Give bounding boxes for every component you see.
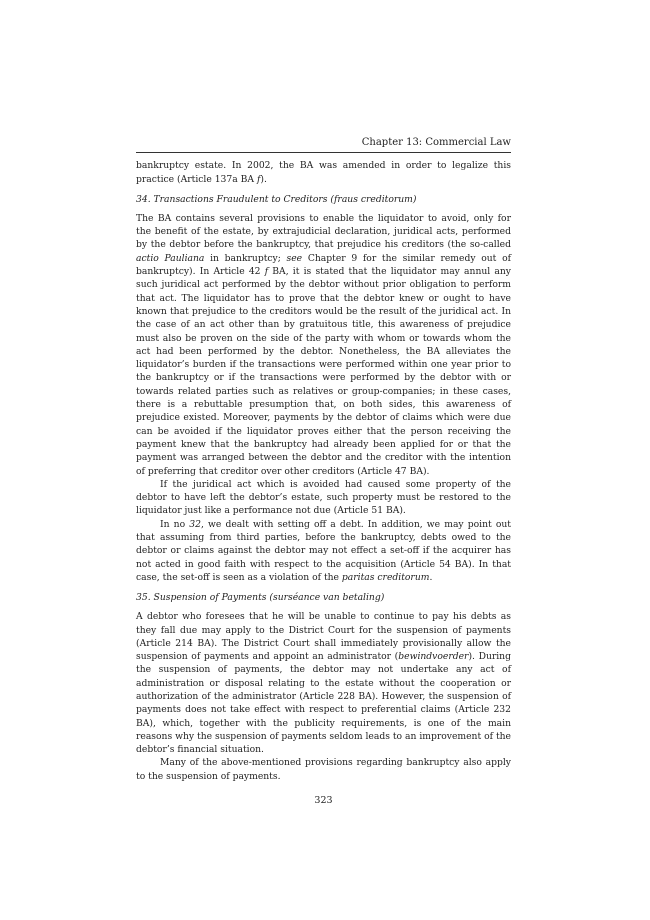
paragraph-continuation: bankruptcy estate. In 2002, the BA was amended in order to legalize this practice (Article 137a BA f). [136, 160, 511, 185]
page-number: 323 [314, 795, 333, 807]
section-heading-35: 35. Suspension of Payments (surséance van betaling) [136, 592, 385, 604]
section-heading-34: 34. Transactions Fraudulent to Creditors (fraus creditorum) [136, 193, 417, 205]
paragraph-suspension: A debtor who foresees that he will be unable to continue to pay his debts as they fall due may apply to the District Court for the suspension of payments (Article 214 BA). The District Court shall immediately provisionally allow the suspension of payments and appoint an administrator (bewindvoerder). During the suspension of payments, the debtor may not undertake any act of administration or disposal relating to the estate without the cooperation or authorization of the administrator (Article 228 BA). However, the suspension of payments does not take effect with respect to preferential claims (Article 232 BA), which, together with the publicity requirements, is one of the main reasons why the suspension of payments seldom leads to an improvement of the debtor’s financial situation. [136, 611, 511, 756]
paragraph-fraudulent-transactions: The BA contains several provisions to enable the liquidator to avoid, only for the benefit of the estate, by extrajudicial declaration, juridical acts, performed by the debtor before the bankruptcy, that prejudice his creditors (the so-called actio Pauliana in bankruptcy; see Chapter 9 for the similar remedy out of bankruptcy). In Article 42 f BA, it is stated that the liquidator may annul any such juridical act performed by the debtor without prior obligation to perform that act. The liquidator has to prove that the debtor knew or ought to have known that prejudice to the creditors would be the result of the juridical act. In the case of an act other than by gratuitous title, this awareness of prejudice must also be proven on the side of the party with whom or towards whom the act had been performed by the debtor. Nonetheless, the BA alleviates the liquidator’s burden if the transactions were performed within one year prior to the bankruptcy or if the transactions were performed by the debtor with or towards related parties such as relatives or group-companies; in these cases, there is a rebuttable presumption that, on both sides, this awareness of prejudice existed. Moreover, payments by the debtor of claims which were due can be avoided if the liquidator proves either that the person receiving the payment knew that the bankruptcy had already been applied for or that the payment was arranged between the debtor and the creditor with the intention of preferring that creditor over other creditors (Article 47 BA). [136, 212, 512, 477]
paragraph-provisions: Many of the above-mentioned provisions regarding bankruptcy also apply to the suspension of payments. [136, 757, 511, 782]
book-page [136, 136, 511, 807]
running-head: Chapter 13: Commercial Law [136, 136, 511, 153]
paragraph-restoration: If the juridical act which is avoided had caused some property of the debtor to have left the debtor’s estate, such property must be restored to the liquidator just like a performance not due (Article 51 BA). [136, 478, 511, 517]
paragraph-set-off: In no 32, we dealt with setting off a debt. In addition, we may point out that assuming from third parties, before the bankruptcy, debts owed to the debtor or claims against the debtor may not effect a set-off if the acquirer has not acted in good faith with respect to the acquisition (Article 54 BA). In that case, the set-off is seen as a violation of the paritas creditorum. [136, 518, 511, 583]
